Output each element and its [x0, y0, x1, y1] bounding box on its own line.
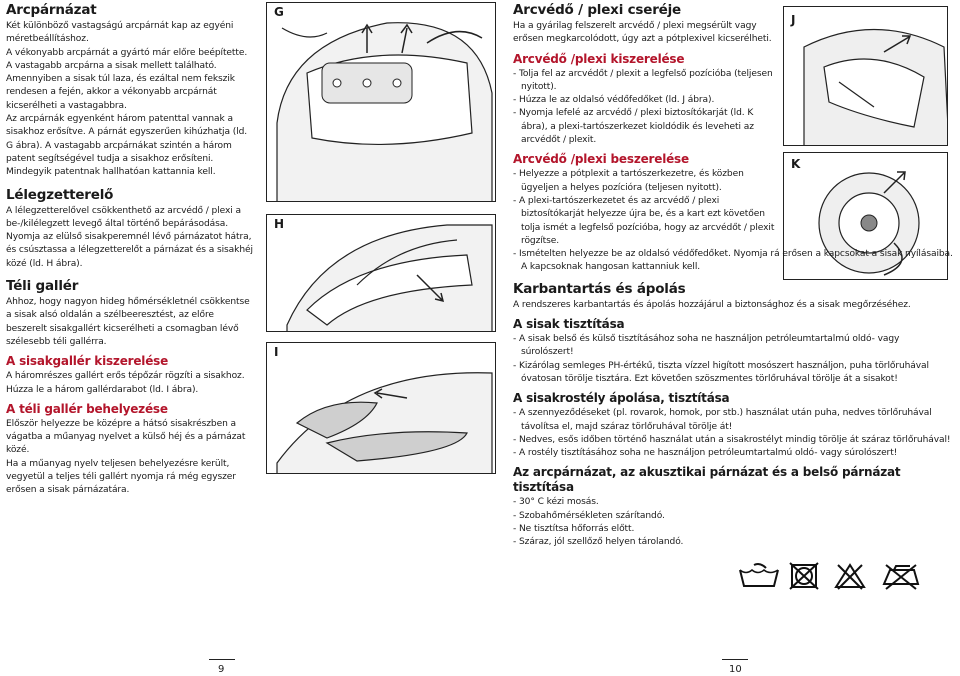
page-number: 10 [729, 664, 742, 675]
figure-label: I [274, 345, 279, 359]
figure-label: H [274, 217, 285, 231]
figure-label: G [274, 5, 284, 19]
figure-g [266, 2, 496, 202]
list-item: - A sisak belső és külső tisztításához soha ne használjon petróleumtartalmú oldó- vagy súrolószert! [513, 333, 953, 360]
list-item: - A rostély tisztításához soha ne használjon petróleumtartalmú oldó- vagy súrolószert! [513, 447, 953, 460]
list-item: - Nedves, esős időben történő használat után a sisakrostélyt mindig törölje át száraz törlőruhával! [513, 434, 953, 447]
subsection-title-pad-cleaning: Az arcpárnázat, az akusztikai párnázat és a belső párnázat tisztítása [513, 465, 901, 495]
list-item: - 30° C kézi mosás. [513, 496, 953, 509]
page-number: 9 [218, 664, 225, 675]
subsection-title-grill-care: A sisakrostély ápolása, tisztítása [513, 391, 730, 406]
list-item: - Szobahőmérsékleten szárítandó. [513, 510, 953, 523]
visor-install-list [513, 168, 781, 248]
paragraph: Az arcpárnák egyenként három patenttal vannak a sisakhoz erősítve. A párnát egyszerűen kihúzhatja (ld. G ábra). A vastagabb arcpárnákat szintén a három patent segítségével tudja a sisakhoz erősíteni. Mindegyik patentnak hallhatóan kattannia kell. [6, 114, 248, 178]
paragraph: Először helyezze be középre a hátsó sisakrészben a vágatba a műanyag nyelvet a külső héj és a párnázat közé. [6, 418, 246, 456]
subsection-title-visor-remove: Arcvédő /plexi kiszerelése [513, 51, 685, 66]
no-iron-icon [884, 565, 918, 589]
subsection-title-collar-remove: A sisakgallér kiszerelése [6, 354, 169, 369]
figure-label: K [791, 157, 801, 171]
pad-cleaning-list [513, 496, 953, 549]
care-symbols [738, 562, 942, 590]
section-title-cheek-pads: Arcpárnázat [6, 2, 97, 18]
subsection-title-helmet-cleaning: A sisak tisztítása [513, 317, 625, 332]
grill-care-list [513, 407, 953, 460]
subsection-title-collar-insert: A téli gallér behelyezése [6, 401, 168, 416]
helmet-cleaning-list [513, 333, 953, 386]
section-title-maintenance: Karbantartás és ápolás [513, 280, 686, 297]
visor-remove-list [513, 68, 781, 148]
paragraph: Nyomja az elülső sisakperemnél lévő párnázatot hátra, és csúsztassa a lélegzetterelőt a párnázat és a sisakhéj közé (ld. H ábra). [6, 232, 253, 269]
paragraph: A vékonyabb arcpárnát a gyártó már előre beépítette. A vastagabb arcpárna a sisak mellett található. [6, 47, 248, 71]
section-title-winter-collar: Téli gallér [6, 278, 79, 295]
figure-label: J [791, 13, 796, 27]
page-number-rule [209, 659, 235, 660]
list-item: - Helyezze a pótplexit a tartószerkezetre, és közben ügyeljen a helyes pozícióra (teljesen nyitott). [513, 168, 781, 195]
paragraph: A lélegzetterelővel csökkenthető az arcvédő / plexi a be-/kilélegzett levegő által történő bepárásodása. [6, 205, 241, 229]
figure-h-illustration [267, 215, 496, 332]
visor-install-list-continued [513, 248, 953, 275]
figure-i-illustration [267, 343, 496, 474]
figure-h [266, 214, 496, 332]
paragraph: Két különböző vastagságú arcpárnát kap az egyéni méretbeállításhoz. [6, 21, 234, 45]
paragraph: A háromrészes gallért erős tépőzár rögzíti a sisakhoz. Húzza le a három gallérdarabot (ld. I ábra). [6, 371, 245, 395]
list-item: - Ismételten helyezze be az oldalsó védőfedőket. Nyomja rá erősen a kapcsokat a sisak nyílásaiba. A kapcsoknak hangosan kattanniuk kell. [513, 248, 953, 275]
section-title-breath-deflector: Lélegzetterelő [6, 186, 114, 203]
paragraph: Ahhoz, hogy nagyon hideg hőmérsékletnél csökkentse a sisak alsó oldalán a szélbeeresztést, az előre beszerelt sisakgallért kicserélheti a csomagban lévő szélesebb téli gallérra. [6, 297, 250, 347]
list-item: - Tolja fel az arcvédőt / plexit a legfelső pozícióba (teljesen nyitott). [513, 68, 781, 95]
figure-i [266, 342, 496, 474]
left-column [6, 2, 256, 498]
right-column [513, 2, 953, 550]
figure-g-illustration [267, 3, 496, 202]
subsection-title-visor-install: Arcvédő /plexi beszerelése [513, 152, 689, 167]
page-number-rule [722, 659, 748, 660]
hand-wash-icon [740, 564, 778, 586]
paragraph: Amennyiben a sisak túl laza, és ezáltal nem fekszik rendesen a fején, akkor a vékonyabb arcpárnát kicserélheti a vastagabbra. [6, 74, 235, 111]
paragraph: Ha a műanyag nyelv teljesen behelyezésre került, vegyetül a teljes téli gallért nyomja rá még egyszer erősen a sisak párnázatára. [6, 458, 236, 496]
paragraph: Ha a gyárilag felszerelt arcvédő / plexi megsérült vagy erősen megkarcolódott, úgy azt a pótplexivel kicserélheti. [513, 21, 772, 45]
paragraph: A rendszeres karbantartás és ápolás hozzájárul a biztonsághoz és a sisak megőrzéséhez. [513, 299, 911, 310]
list-item: - A plexi-tartószerkezetet és az arcvédő / plexi biztosítókarját helyezze újra be, és a kart ezt követően tolja ismét a legfelső pozícióba, hogy az arcvédőt / plexit rögzítse. [513, 195, 781, 248]
list-item: - Ne tisztítsa hőforrás előtt. [513, 523, 953, 536]
no-bleach-icon [836, 565, 864, 589]
list-item: - Száraz, jól szellőző helyen tárolandó. [513, 536, 953, 549]
no-tumble-dry-icon [790, 563, 818, 589]
list-item: - A szennyeződéseket (pl. rovarok, homok, por stb.) használat után puha, nedves törlőruhával távolítsa el, majd száraz törlőruhával törölje át! [513, 407, 953, 434]
section-title-visor-replacement: Arcvédő / plexi cseréje [513, 2, 682, 18]
list-item: - Húzza le az oldalsó védőfedőket (ld. J ábra). [513, 94, 781, 107]
list-item: - Nyomja lefelé az arcvédő / plexi biztosítókarját (ld. K ábra), a plexi-tartószerkezet kioldódik és leveheti az arcvédőt / plexit. [513, 107, 781, 147]
list-item: - Kizárólag semleges PH-értékű, tiszta vízzel higított mosószert használjon, puha törlőruhával óvatosan törölje tisztára. Ezt követően szöszmentes törlőruhával törölje át a sisakot! [513, 360, 953, 387]
